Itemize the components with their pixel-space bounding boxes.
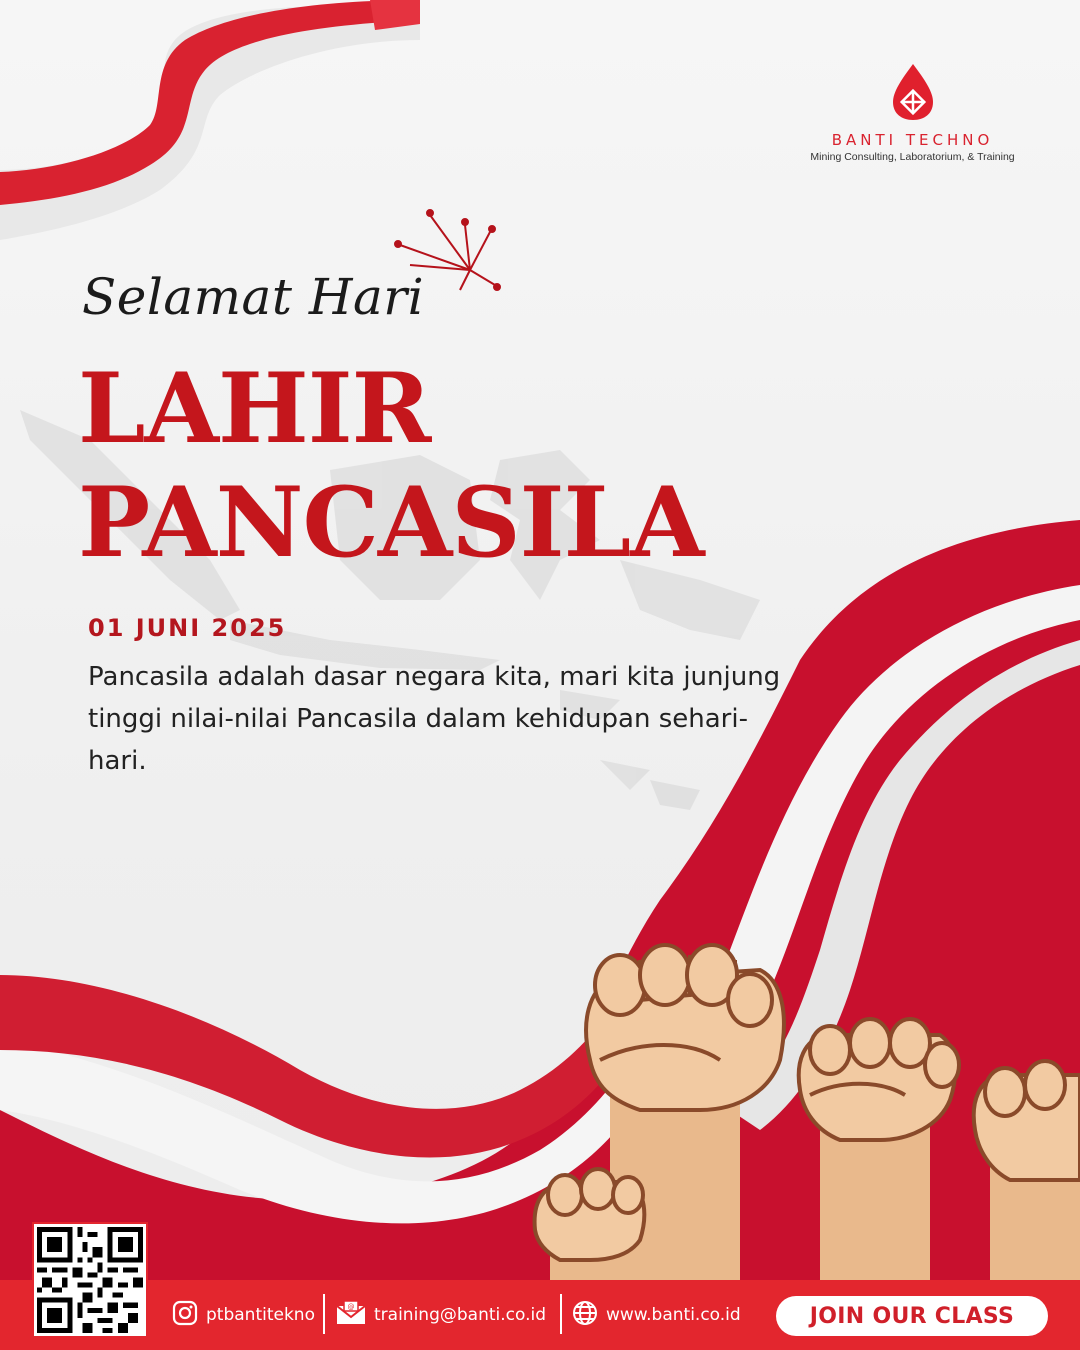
title-line-2: PANCASILA (78, 466, 704, 579)
globe-icon (572, 1300, 598, 1331)
instagram-icon (172, 1300, 198, 1331)
event-date: 01 JUNI 2025 (88, 614, 287, 642)
instagram-handle: ptbantitekno (206, 1305, 315, 1325)
brand-logo (800, 62, 1025, 163)
instagram-link[interactable] (172, 1295, 315, 1335)
website-link[interactable] (572, 1295, 741, 1335)
email-link[interactable] (336, 1295, 546, 1335)
qr-code (34, 1224, 146, 1336)
description-text: Pancasila adalah dasar negara kita, mari kita junjung tinggi nilai-nilai Pancasila dalam kehidupan sehari-hari. (88, 662, 781, 776)
qr-code-icon (37, 1227, 143, 1333)
join-class-button[interactable]: JOIN OUR CLASS (776, 1296, 1048, 1336)
ribbon-flag (0, 0, 420, 240)
email-address: training@banti.co.id (374, 1305, 547, 1325)
title-line-1: LAHIR (78, 352, 431, 465)
page-title (78, 352, 704, 580)
drop-logo-icon (891, 62, 935, 122)
brand-tagline: Mining Consulting, Laboratorium, & Training (810, 151, 1015, 163)
brand-name: BANTI TECHNO (831, 131, 994, 149)
website-url: www.banti.co.id (606, 1305, 741, 1325)
footer-divider (323, 1294, 325, 1334)
greeting-text: Selamat Hari (82, 268, 425, 326)
mail-icon (336, 1301, 366, 1330)
svg-text:@: @ (347, 1302, 355, 1311)
footer-divider (560, 1294, 562, 1334)
